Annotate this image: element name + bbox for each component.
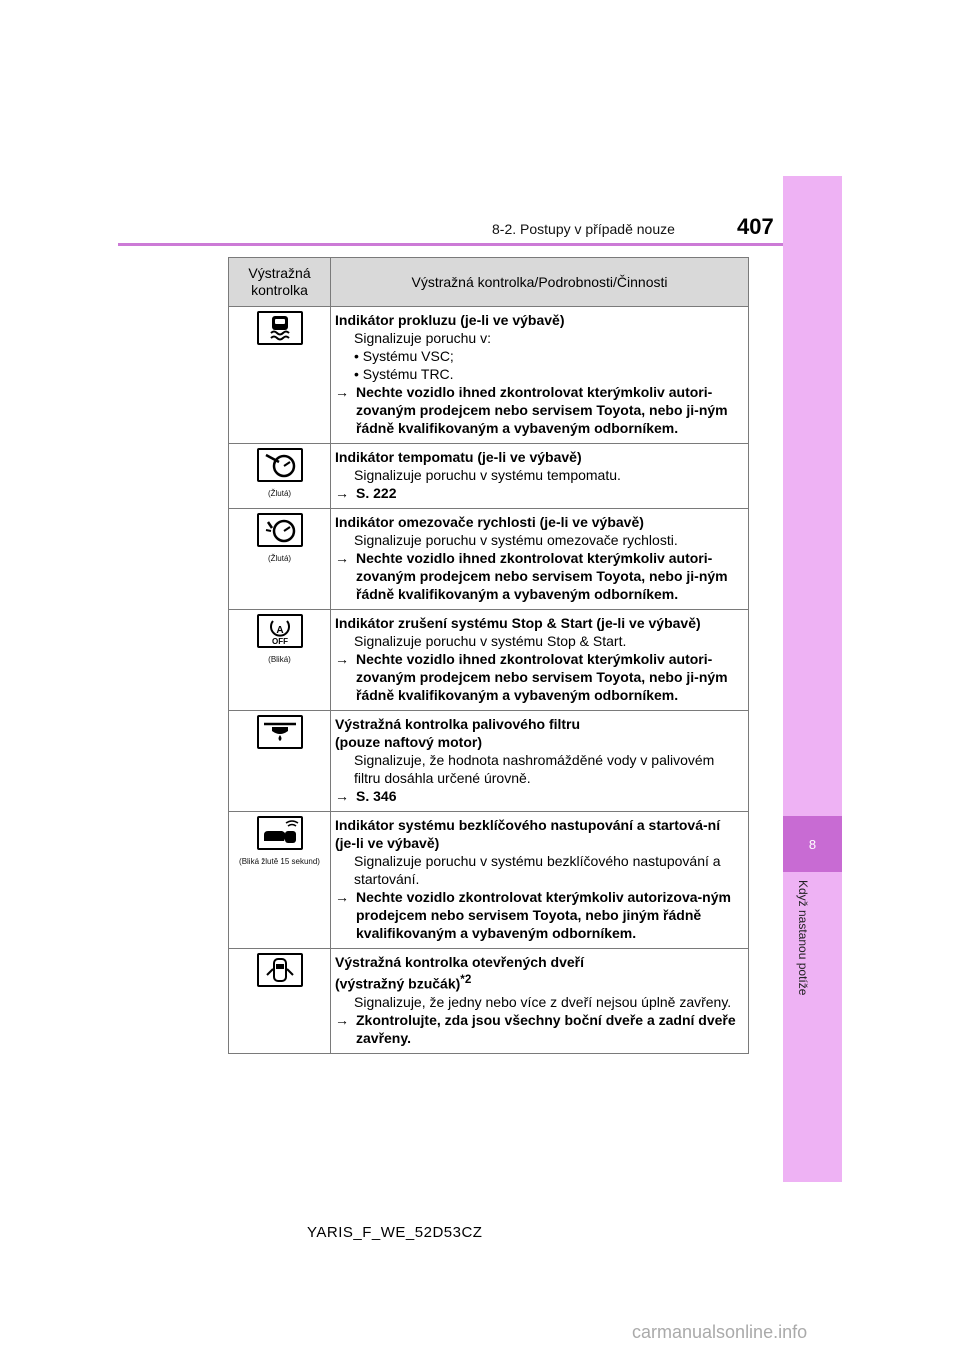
col-header-details: Výstražná kontrolka/Podrobnosti/Činnosti (331, 258, 749, 307)
list-item: • Systému TRC. (354, 366, 454, 382)
light-title: Indikátor systému bezklíčového nastupování a startová-ní (je-li ve výbavě) (335, 817, 721, 851)
table-row (229, 307, 749, 444)
icon-cell (229, 711, 331, 812)
cruise-control-icon (257, 448, 303, 482)
action-text: → Zkontrolujte, zda jsou všechny boční dveře a zadní dveře zavřeny. (335, 1011, 736, 1046)
light-text: Signalizuje poruchu v systému tempomatu. (354, 467, 621, 483)
light-title: Indikátor tempomatu (je-li ve výbavě) (335, 449, 582, 465)
table-row (229, 444, 749, 509)
light-title-line2: (výstražný bzučák)$^{*2}$ (335, 973, 472, 992)
light-title: Indikátor prokluzu (je-li ve výbavě) (335, 312, 565, 328)
desc-cell (331, 307, 749, 444)
action-text: → S. 222 (335, 485, 397, 501)
icon-caption: (Bliká) (268, 655, 291, 664)
watermark: carmanualsonline.info (632, 1322, 808, 1342)
desc-cell (331, 444, 749, 509)
arrow-right-icon: → (335, 550, 349, 566)
icon-cell (229, 949, 331, 1054)
light-text: Signalizuje poruchu v systému Stop & Start. (354, 633, 627, 649)
light-title: Indikátor zrušení systému Stop & Start (je-li ve výbavě) (335, 615, 701, 631)
icon-cell (229, 812, 331, 949)
light-title: Výstražná kontrolka otevřených dveří (335, 954, 584, 970)
speed-limiter-icon (257, 513, 303, 547)
icon-cell (229, 444, 331, 509)
warning-lights-table (228, 257, 749, 1054)
desc-cell (331, 949, 749, 1054)
slip-indicator-icon (257, 311, 303, 345)
svg-text:OFF: OFF (271, 637, 288, 645)
desc-cell (331, 812, 749, 949)
icon-cell (229, 610, 331, 711)
stop-start-off-icon (257, 614, 303, 648)
smart-key-icon (257, 816, 303, 850)
arrow-right-icon: → (335, 1011, 349, 1028)
action-text: → S. 346 (335, 788, 397, 804)
light-title-line2: (pouze naftový motor) (335, 734, 482, 750)
document-code: YARIS_F_WE_52D53CZ (307, 1224, 483, 1241)
col-header-light: Výstražná kontrolka (229, 258, 331, 307)
table-row (229, 812, 749, 949)
fuel-filter-icon (257, 715, 303, 749)
section-title: 8-2. Postupy v případě nouze (492, 221, 675, 237)
icon-cell (229, 307, 331, 444)
icon-caption: (Žlutá) (267, 489, 292, 498)
light-title: Výstražná kontrolka palivového filtru (335, 716, 581, 732)
action-text: → Nechte vozidlo zkontrolovat kterýmkoliv autorizova-ným prodejcem nebo servisem Toyota, nebo jiným řádně kvalifikovaným a vybaveným odborníkem. (335, 889, 731, 941)
svg-text:A: A (275, 625, 284, 636)
desc-cell (331, 509, 749, 610)
light-text: Signalizuje, že hodnota nashromážděné vody v palivovém filtru dosáhla určené úrovně. (354, 752, 715, 786)
arrow-right-icon: → (335, 788, 349, 804)
icon-cell (229, 509, 331, 610)
action-text: → Nechte vozidlo ihned zkontrolovat kterýmkoliv autori-zovaným prodejcem nebo servisem Toyota, nebo ji-ným řádně kvalifikovaným a vybaveným odborníkem. (335, 550, 728, 602)
icon-caption: (Bliká žlutě 15 sekund) (239, 857, 320, 866)
icon-caption: (Žlutá) (267, 554, 292, 563)
light-text: Signalizuje poruchu v: (354, 330, 491, 346)
desc-cell (331, 610, 749, 711)
arrow-right-icon: → (335, 651, 349, 667)
action-text: → Nechte vozidlo ihned zkontrolovat kterýmkoliv autori-zovaným prodejcem nebo servisem Toyota, nebo ji-ným řádně kvalifikovaným a vybaveným odborníkem. (335, 384, 728, 436)
light-text: Signalizuje poruchu v systému omezovače rychlosti. (354, 532, 678, 548)
list-item: • Systému VSC; (354, 348, 454, 364)
arrow-right-icon: → (335, 889, 349, 905)
light-title: Indikátor omezovače rychlosti (je-li ve výbavě) (335, 514, 644, 530)
page-number: 407 (737, 214, 774, 239)
light-text: Signalizuje, že jedny nebo více z dveří nejsou úplně zavřeny. (354, 993, 732, 1010)
footnote-marker: *2 (460, 973, 472, 986)
table-row (229, 711, 749, 812)
arrow-right-icon: → (335, 485, 349, 501)
light-text: Signalizuje poruchu v systému bezklíčového nastupování a startování. (354, 853, 721, 887)
open-door-icon (257, 953, 303, 987)
action-text: → Nechte vozidlo ihned zkontrolovat kterýmkoliv autori-zovaným prodejcem nebo servisem Toyota, nebo ji-ným řádně kvalifikovaným a vybaveným odborníkem. (335, 651, 728, 703)
table-row (229, 610, 749, 711)
chapter-label: Když nastanou potíže (796, 880, 810, 996)
table-row (229, 509, 749, 610)
table-row (229, 949, 749, 1054)
arrow-right-icon: → (335, 384, 349, 400)
header-rule (118, 243, 783, 246)
desc-cell (331, 711, 749, 812)
chapter-number: 8 (783, 816, 842, 872)
